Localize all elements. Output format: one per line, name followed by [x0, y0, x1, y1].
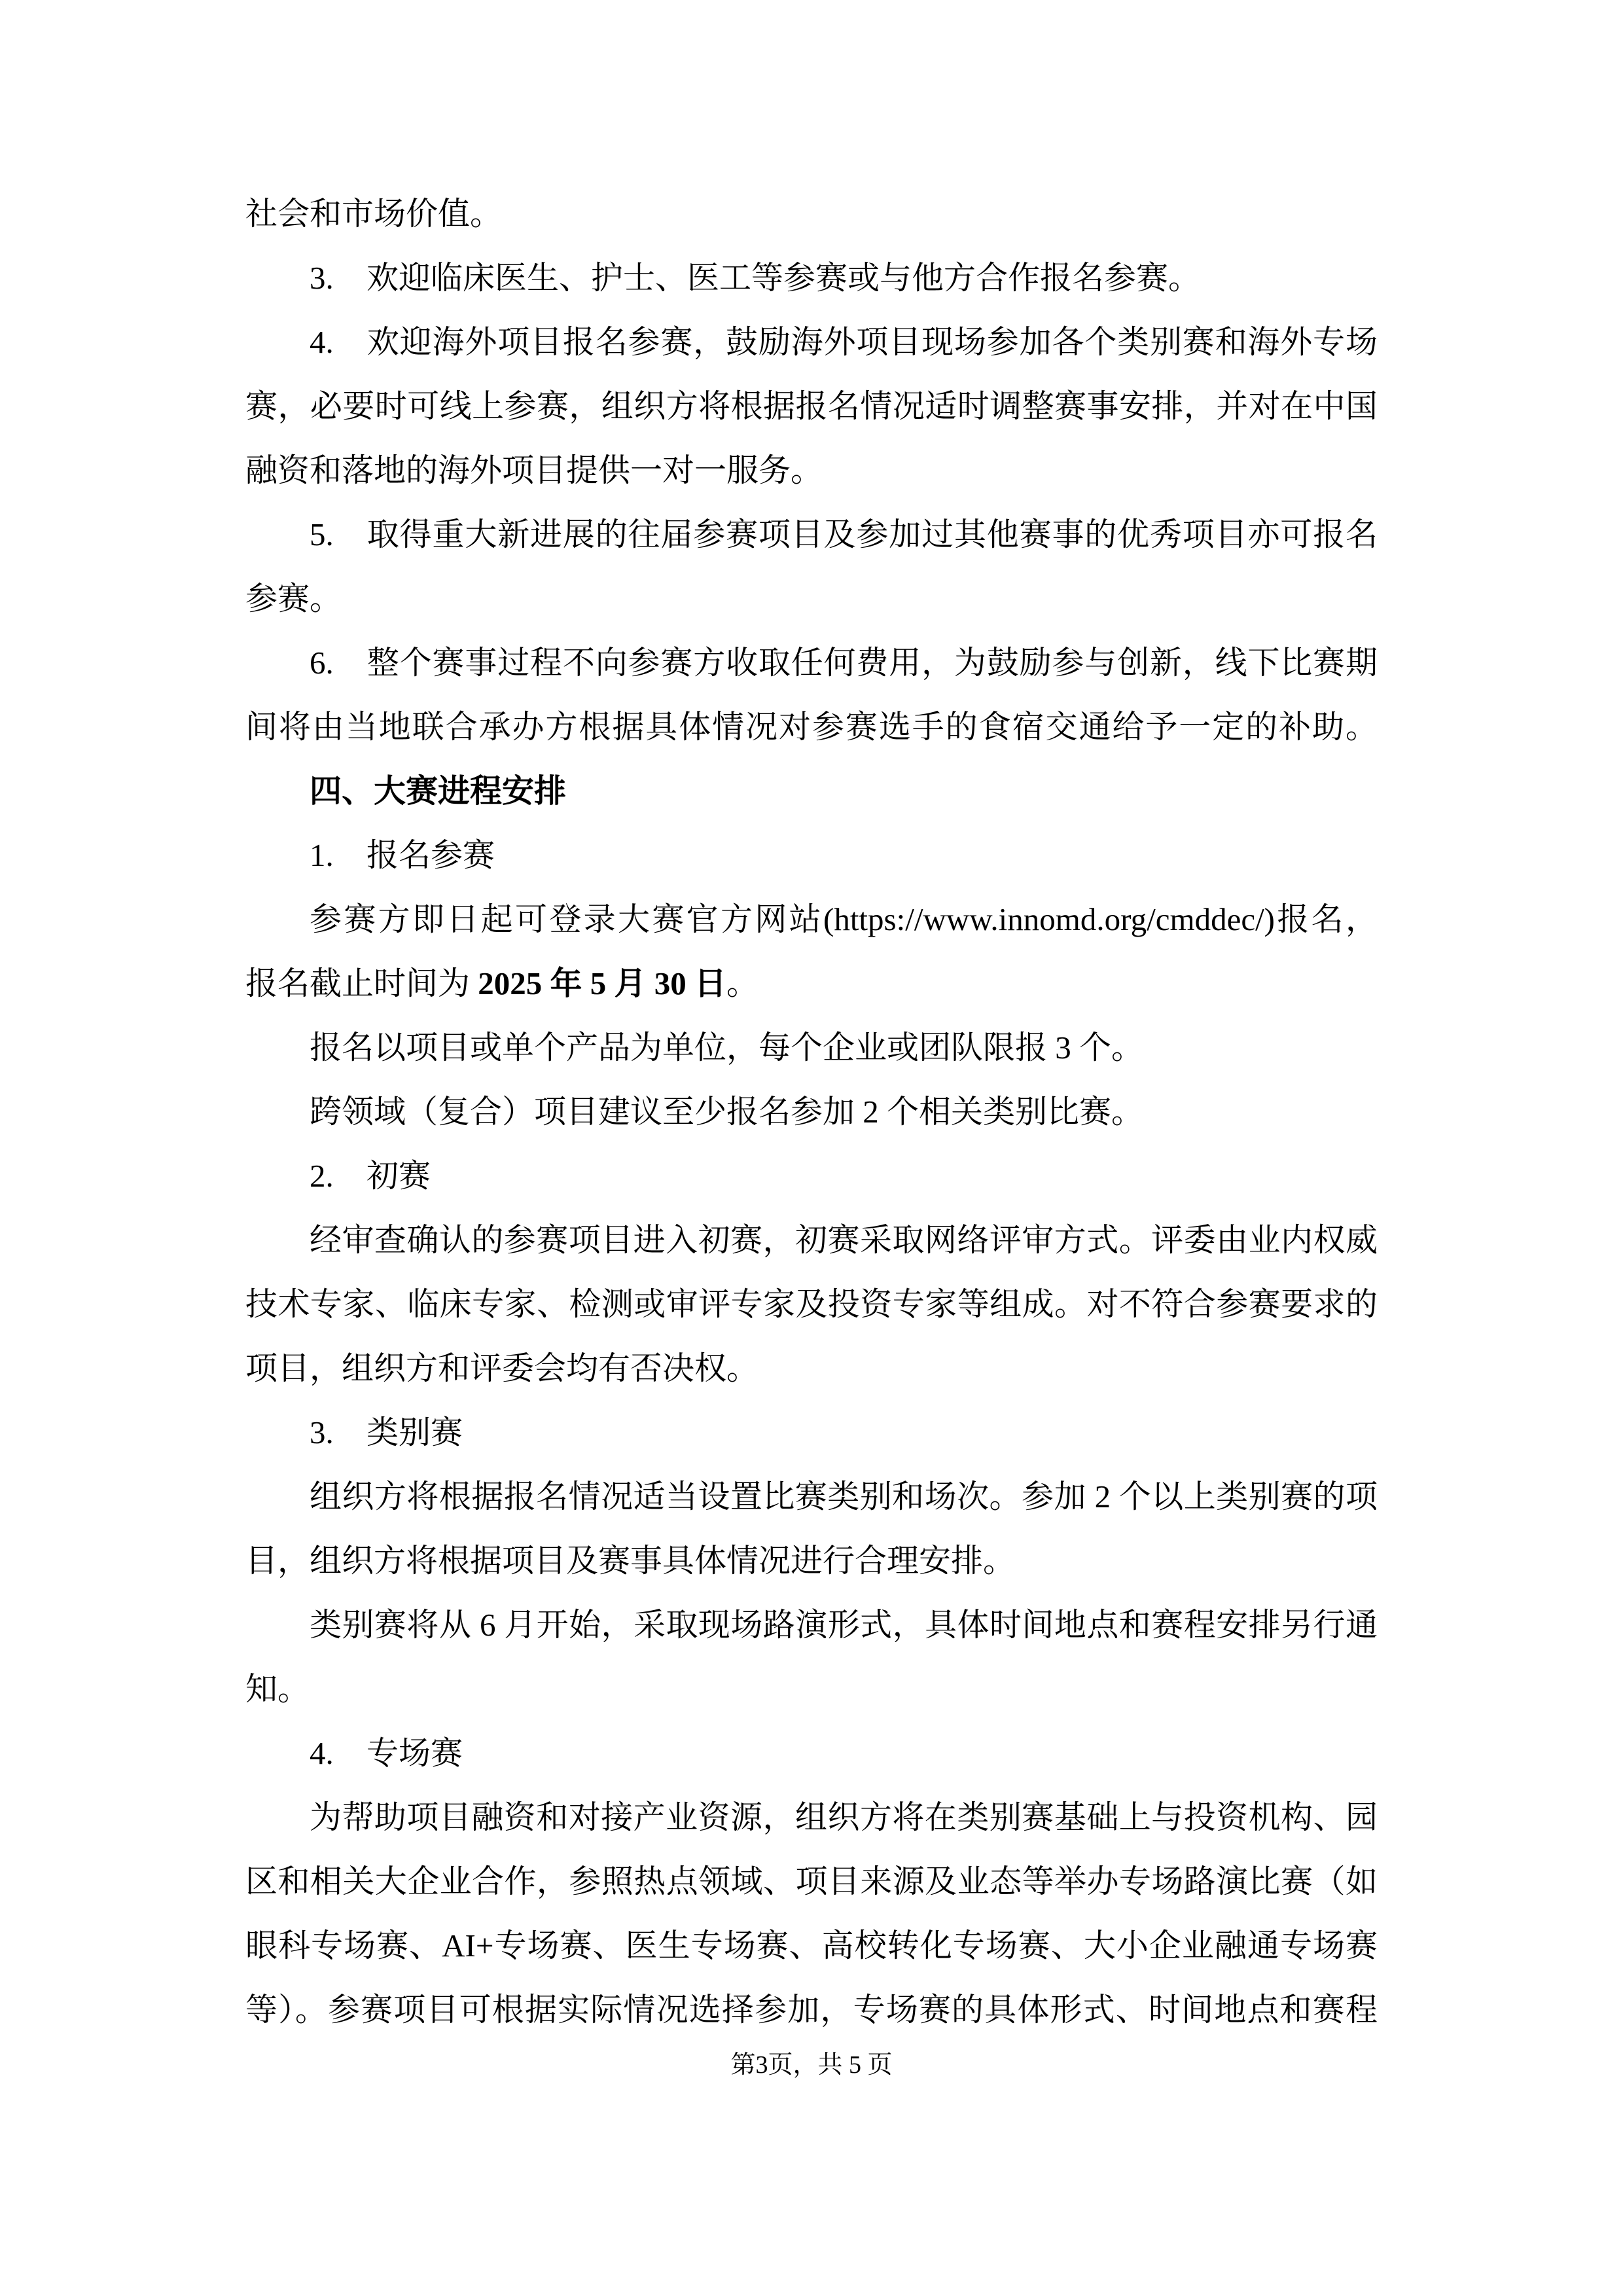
text-line [245, 888, 1378, 952]
text-line [245, 1016, 1378, 1080]
text-line [245, 1401, 1378, 1465]
text-run: 报名参赛 [366, 837, 495, 873]
text-run: 。 [726, 965, 759, 1001]
list-number: 4. [310, 324, 334, 360]
text-line [245, 1978, 1378, 2042]
text-run: 初赛 [366, 1158, 431, 1194]
text-line [245, 1721, 1378, 1785]
text-run: 技术专家、临床专家、检测或审评专家及投资专家等组成。对不符合参赛要求的 [245, 1286, 1378, 1322]
text-run: 社会和市场价值。 [245, 196, 503, 232]
list-number: 3. [310, 1414, 334, 1450]
text-run: 欢迎临床医生、护士、医工等参赛或与他方合作报名参赛。 [366, 260, 1201, 296]
text-run: 项目，组织方和评委会均有否决权。 [245, 1350, 759, 1386]
text-run: 经审查确认的参赛项目进入初赛，初赛采取网络评审方式。评委由业内权威 [310, 1222, 1378, 1258]
text-line [245, 1080, 1378, 1144]
text-line [245, 182, 1378, 246]
list-number: 3. [310, 260, 334, 296]
text-run: 间将由当地联合承办方根据具体情况对参赛选手的食宿交通给予一定的补助。 [245, 709, 1378, 745]
text-line [245, 439, 1378, 503]
text-run: 类别赛 [366, 1414, 463, 1450]
text-run: 四、大赛进程安排 [310, 774, 567, 809]
section-heading [245, 759, 1378, 823]
bold-text: 2025 年 5 月 30 日 [478, 965, 727, 1001]
list-number: 1. [310, 837, 334, 873]
text-line [245, 823, 1378, 888]
text-line [245, 567, 1378, 631]
text-line [245, 310, 1378, 374]
text-run: 眼科专场赛、AI+专场赛、医生专场赛、高校转化专场赛、大小企业融通专场赛 [245, 1928, 1378, 1964]
text-line [245, 503, 1378, 567]
text-line [245, 1208, 1378, 1272]
text-run: 专场赛 [366, 1735, 463, 1771]
text-run: 组织方将根据报名情况适当设置比赛类别和场次。参加 2 个以上类别赛的项 [310, 1479, 1378, 1515]
text-run: 欢迎海外项目报名参赛，鼓励海外项目现场参加各个类别赛和海外专场 [366, 324, 1378, 360]
text-line [245, 1144, 1378, 1208]
text-line [245, 1272, 1378, 1336]
list-number: 6. [310, 645, 334, 681]
text-run: 整个赛事过程不向参赛方收取任何费用，为鼓励参与创新，线下比赛期 [366, 645, 1378, 681]
text-run: 目，组织方将根据项目及赛事具体情况进行合理安排。 [245, 1543, 1016, 1579]
text-line [245, 952, 1378, 1016]
text-run: 参赛方即日起可登录大赛官方网站(https://www.innomd.org/cmddec/)报名， [310, 901, 1378, 937]
page-content [245, 182, 1378, 2042]
text-line [245, 374, 1378, 439]
page-number-text: 第3页，共 5 页 [730, 2051, 893, 2079]
text-run: 为帮助项目融资和对接产业资源，组织方将在类别赛基础上与投资机构、园 [310, 1799, 1378, 1835]
text-line [245, 1336, 1378, 1401]
text-run: 赛，必要时可线上参赛，组织方将根据报名情况适时调整赛事安排，并对在中国 [245, 388, 1378, 424]
text-line [245, 1529, 1378, 1593]
text-line [245, 1465, 1378, 1529]
text-run: 融资和落地的海外项目提供一对一服务。 [245, 452, 823, 488]
text-run: 参赛。 [245, 581, 342, 617]
page-footer [0, 2049, 1623, 2081]
list-number: 4. [310, 1735, 334, 1771]
text-line [245, 631, 1378, 695]
text-run: 知。 [245, 1671, 310, 1707]
text-line [245, 1914, 1378, 1978]
text-line [245, 246, 1378, 310]
text-line [245, 1850, 1378, 1914]
text-run: 报名截止时间为 [245, 965, 478, 1001]
text-run: 报名以项目或单个产品为单位，每个企业或团队限报 3 个。 [310, 1030, 1144, 1066]
text-run: 取得重大新进展的往届参赛项目及参加过其他赛事的优秀项目亦可报名 [366, 516, 1378, 552]
text-run: 类别赛将从 6 月开始，采取现场路演形式，具体时间地点和赛程安排另行通 [310, 1607, 1378, 1643]
text-run: 等）。参赛项目可根据实际情况选择参加，专场赛的具体形式、时间地点和赛程 [245, 1992, 1378, 2028]
text-run: 跨领域（复合）项目建议至少报名参加 2 个相关类别比赛。 [310, 1094, 1144, 1130]
list-number: 2. [310, 1158, 334, 1194]
text-line [245, 695, 1378, 759]
list-number: 5. [310, 516, 334, 552]
text-line [245, 1785, 1378, 1850]
text-run: 区和相关大企业合作，参照热点领域、项目来源及业态等举办专场路演比赛（如 [245, 1863, 1378, 1899]
text-line [245, 1657, 1378, 1721]
text-line [245, 1593, 1378, 1657]
